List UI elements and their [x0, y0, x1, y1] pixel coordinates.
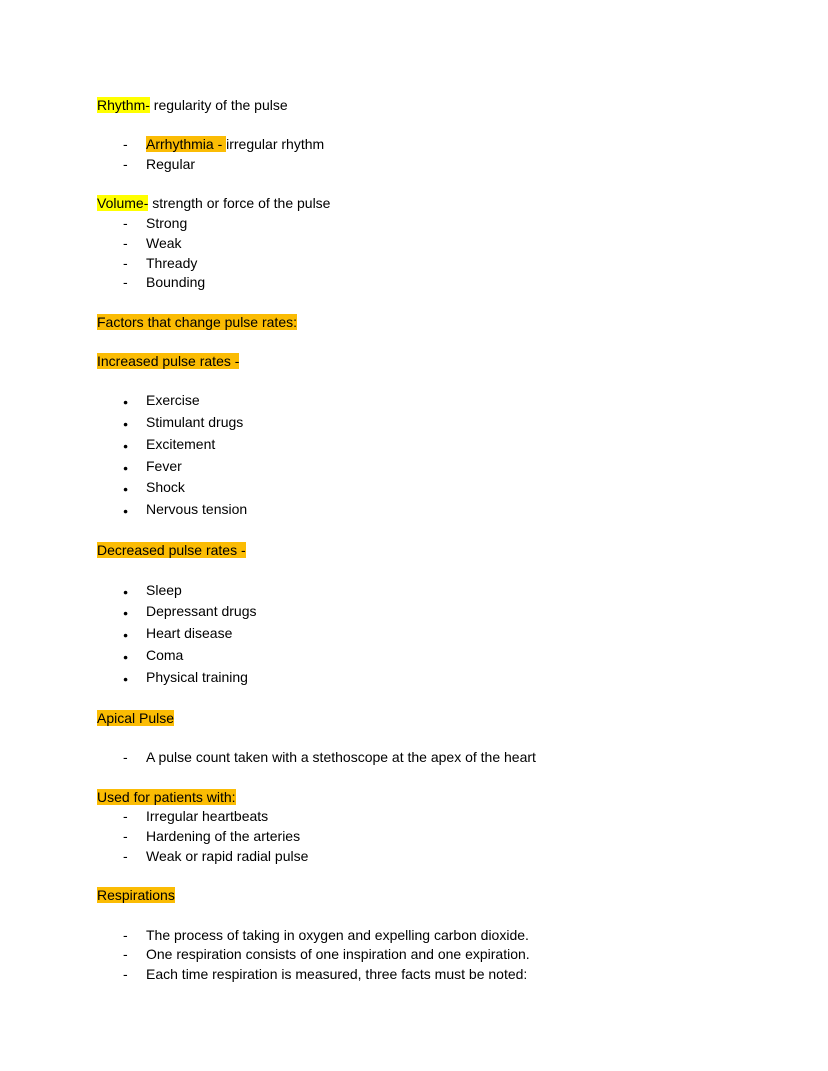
dash-list-marker: -	[123, 254, 128, 271]
list-item-text	[146, 234, 768, 254]
list-item	[97, 668, 768, 690]
bullet-list-marker: ●	[123, 608, 129, 619]
list-item	[97, 155, 768, 175]
list-item	[97, 602, 768, 624]
list-item	[97, 624, 768, 646]
dash-list-marker: -	[123, 215, 128, 232]
text-run: Heart disease	[146, 625, 233, 642]
highlighted-text: Apical Pulse	[97, 709, 175, 726]
bullet-list-marker: ●	[123, 586, 129, 597]
text-run: Excitement	[146, 435, 216, 452]
text-run: Hardening of the arteries	[146, 828, 301, 845]
list-item-text	[146, 847, 768, 867]
list-item-text	[146, 945, 768, 965]
dash-list-marker: -	[123, 749, 128, 766]
text-run: strength or force of the pulse	[148, 195, 331, 212]
list-item	[97, 945, 768, 965]
list-item	[97, 391, 768, 413]
dash-list-marker: -	[123, 966, 128, 983]
text-run: Nervous tension	[146, 500, 248, 517]
list-item	[97, 847, 768, 867]
text-run: Fever	[146, 457, 182, 474]
list-item-text	[146, 500, 768, 520]
list-item-text	[146, 965, 768, 985]
list-item	[97, 646, 768, 668]
document-list	[97, 807, 768, 866]
list-item-text	[146, 273, 768, 293]
document-paragraph	[97, 788, 768, 808]
list-item-text	[146, 748, 768, 768]
highlighted-text: Respirations	[97, 887, 175, 904]
list-item-text	[146, 581, 768, 601]
text-run: Irregular heartbeats	[146, 808, 269, 825]
text-run: Sleep	[146, 581, 182, 598]
bullet-list-marker: ●	[123, 630, 129, 641]
dash-list-marker: -	[123, 274, 128, 291]
text-run: Coma	[146, 646, 184, 663]
bullet-list-marker: ●	[123, 505, 129, 516]
list-item-text	[146, 435, 768, 455]
list-item-text	[146, 668, 768, 688]
document-list	[97, 926, 768, 985]
text-run: Thready	[146, 254, 198, 271]
text-run: Bounding	[146, 274, 206, 291]
dash-list-marker: -	[123, 136, 128, 153]
list-item-text	[146, 155, 768, 175]
document-paragraph	[97, 886, 768, 906]
list-item-text	[146, 602, 768, 622]
list-item	[97, 457, 768, 479]
document-list	[97, 214, 768, 293]
bullet-list-marker: ●	[123, 440, 129, 451]
text-run: Depressant drugs	[146, 603, 257, 620]
text-run: Weak	[146, 234, 182, 251]
text-run: Each time respiration is measured, three facts must be noted:	[146, 966, 528, 983]
document-list	[97, 135, 768, 174]
list-item-text	[146, 254, 768, 274]
list-item-text	[146, 807, 768, 827]
text-run: A pulse count taken with a stethoscope at the apex of the heart	[146, 749, 536, 766]
dash-list-marker: -	[123, 828, 128, 845]
bullet-list-marker: ●	[123, 484, 129, 495]
text-run: Weak or rapid radial pulse	[146, 847, 309, 864]
bullet-list-marker: ●	[123, 462, 129, 473]
text-run: Shock	[146, 479, 185, 496]
list-item-text	[146, 391, 768, 411]
bullet-list-marker: ●	[123, 419, 129, 430]
text-run: Exercise	[146, 392, 200, 409]
text-run: The process of taking in oxygen and expelling carbon dioxide.	[146, 926, 529, 943]
list-item	[97, 478, 768, 500]
list-item	[97, 214, 768, 234]
list-item	[97, 581, 768, 603]
list-item	[97, 413, 768, 435]
list-item	[97, 500, 768, 522]
highlighted-text: Factors that change pulse rates:	[97, 313, 297, 330]
document-paragraph	[97, 313, 768, 333]
list-item-text	[146, 135, 768, 155]
list-item	[97, 748, 768, 768]
list-item	[97, 827, 768, 847]
list-item	[97, 234, 768, 254]
highlighted-text: Arrhythmia -	[146, 136, 227, 153]
dash-list-marker: -	[123, 946, 128, 963]
document-paragraph	[97, 194, 768, 214]
document-list	[97, 748, 768, 768]
list-item-text	[146, 827, 768, 847]
list-item	[97, 435, 768, 457]
list-item-text	[146, 214, 768, 234]
bullet-list-marker: ●	[123, 397, 129, 408]
highlighted-text: Decreased pulse rates -	[97, 542, 246, 559]
list-item	[97, 965, 768, 985]
highlighted-text: Volume-	[97, 195, 149, 212]
list-item-text	[146, 646, 768, 666]
list-item-text	[146, 413, 768, 433]
text-run: Regular	[146, 156, 196, 173]
list-item	[97, 135, 768, 155]
text-run: Strong	[146, 215, 188, 232]
highlighted-text: Increased pulse rates -	[97, 353, 240, 370]
highlighted-text: Rhythm-	[97, 97, 150, 113]
document-paragraph	[97, 541, 768, 561]
list-item	[97, 926, 768, 946]
document-paragraph	[97, 709, 768, 729]
dash-list-marker: -	[123, 847, 128, 864]
dash-list-marker: -	[123, 808, 128, 825]
list-item	[97, 273, 768, 293]
text-run: Physical training	[146, 668, 248, 685]
text-run: regularity of the pulse	[149, 97, 288, 113]
dash-list-marker: -	[123, 156, 128, 173]
list-item-text	[146, 926, 768, 946]
bullet-list-marker: ●	[123, 673, 129, 684]
document-paragraph	[97, 96, 768, 116]
highlighted-text: Used for patients with:	[97, 788, 236, 805]
document-paragraph	[97, 352, 768, 372]
document-list	[97, 581, 768, 690]
bullet-list-marker: ●	[123, 651, 129, 662]
document-list	[97, 391, 768, 521]
list-item-text	[146, 457, 768, 477]
list-item-text	[146, 624, 768, 644]
text-run: One respiration consists of one inspiration and one expiration.	[146, 946, 530, 963]
list-item	[97, 254, 768, 274]
dash-list-marker: -	[123, 234, 128, 251]
dash-list-marker: -	[123, 926, 128, 943]
text-run: Stimulant drugs	[146, 414, 244, 431]
text-run: irregular rhythm	[226, 136, 325, 153]
list-item-text	[146, 478, 768, 498]
list-item	[97, 807, 768, 827]
